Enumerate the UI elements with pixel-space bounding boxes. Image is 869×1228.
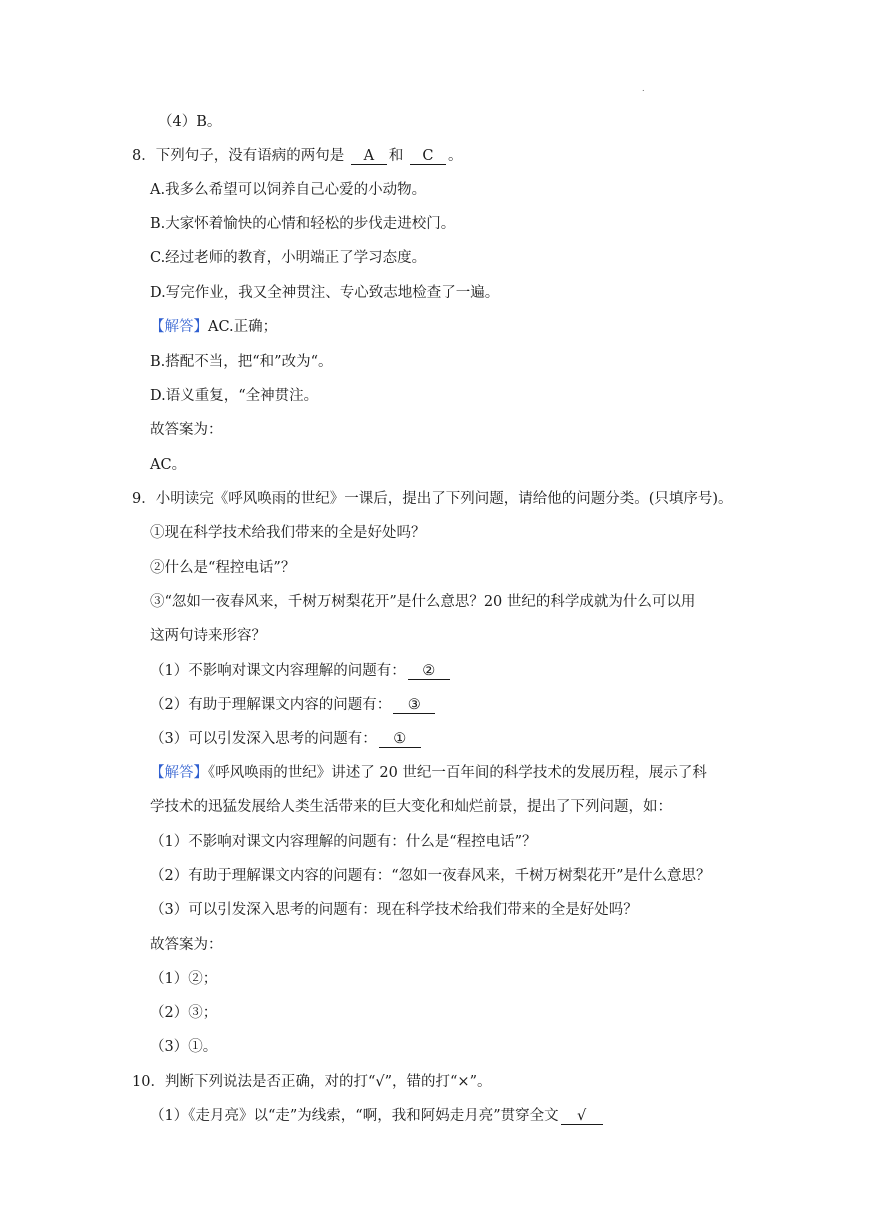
header-mark: . [642, 84, 645, 93]
q9-answer-line: （2）③； [150, 1005, 218, 1021]
q9-stem: 9．小明读完《呼风唤雨的世纪》一课后，提出了下列问题，请给他的问题分类。(只填序号)。 [132, 491, 733, 507]
q8-answer-line: D.语义重复，“全神贯注。 [150, 388, 319, 404]
q9-question-3: ③“忽如一夜春风来，千树万树梨花开”是什么意思？20 世纪的科学成就为什么可以用 [150, 594, 696, 610]
q9-blank-label: （1）不影响对课文内容理解的问题有： [150, 663, 406, 679]
q9-answer-line: （3）可以引发深入思考的问题有：现在科学技术给我们带来的全是好处吗？ [150, 902, 638, 918]
q9-question-2: ②什么是“程控电话”？ [150, 560, 296, 576]
q9-blank-label: （2）有助于理解课文内容的问题有： [150, 697, 392, 713]
q9-blank-row-3 [150, 729, 423, 749]
q8-option-c: C.经过老师的教育，小明端正了学习态度。 [150, 250, 427, 266]
q9-blank-answer: ① [379, 731, 421, 748]
q9-blank-answer: ② [408, 663, 450, 680]
q9-blank-label: （3）可以引发深入思考的问题有： [150, 731, 377, 747]
q8-answer-line: AC。 [150, 457, 187, 473]
q9-answer-line: （1）②； [150, 971, 218, 987]
q8-option-a: A.我多么希望可以饲养自己心爱的小动物。 [150, 182, 427, 198]
q9-question-1: ①现在科学技术给我们带来的全是好处吗？ [150, 525, 426, 541]
q10-item-1-answer: √ [561, 1108, 603, 1125]
q9-answer-line: 学技术的迅猛发展给人类生活带来的巨大变化和灿烂前景，提出了下列问题，如： [150, 799, 672, 815]
q10-item-1 [150, 1106, 605, 1126]
q8-blank-2: C [410, 148, 446, 165]
q9-answer-line: （3）①。 [150, 1039, 218, 1055]
q9-blank-answer: ③ [393, 697, 435, 714]
q9-answer-line: 故答案为： [150, 937, 223, 953]
q8-option-b: B.大家怀着愉快的心情和轻松的步伐走进校门。 [150, 216, 456, 232]
q9-answer-line: （1）不影响对课文内容理解的问题有：什么是“程控电话”？ [150, 834, 537, 850]
q9-answer-first [150, 763, 707, 783]
q9-answer-tag: 【解答】 [150, 765, 208, 781]
q9-blank-row-1 [150, 661, 452, 681]
q9-blank-row-2 [150, 695, 437, 715]
q8-answer-tag: 【解答】 [150, 319, 208, 335]
q8-answer-first [150, 317, 277, 337]
q8-blank-1: A [351, 148, 387, 165]
q10-stem: 10．判断下列说法是否正确，对的打“√”，错的打“×”。 [132, 1074, 492, 1090]
q8-answer-line: B.搭配不当，把“和”改为“。 [150, 354, 333, 370]
q8-answer-line: 故答案为： [150, 422, 223, 438]
q8-option-d: D.写完作业，我又全神贯注、专心致志地检查了一遍。 [150, 285, 500, 301]
q9-answer-line: （2）有助于理解课文内容的问题有：“忽如一夜春风来，千树万树梨花开”是什么意思？ [150, 868, 711, 884]
q8-answer-text: AC.正确； [208, 319, 278, 335]
q8-stem [132, 146, 462, 166]
q7-tail: （4）B。 [158, 114, 222, 130]
q10-item-1-text: （1）《走月亮》以“走”为线索，“啊，我和阿妈走月亮”贯穿全文 [150, 1108, 559, 1124]
q9-answer-text: 《呼风唤雨的世纪》讲述了 20 世纪一百年间的科学技术的发展历程，展示了科 [208, 765, 707, 781]
q8-stem-prefix: 8．下列句子，没有语病的两句是 [132, 148, 345, 164]
q8-stem-suffix: 。 [447, 148, 463, 164]
q9-question-3-cont: 这两句诗来形容？ [150, 628, 266, 644]
q8-joiner: 和 [388, 148, 404, 164]
